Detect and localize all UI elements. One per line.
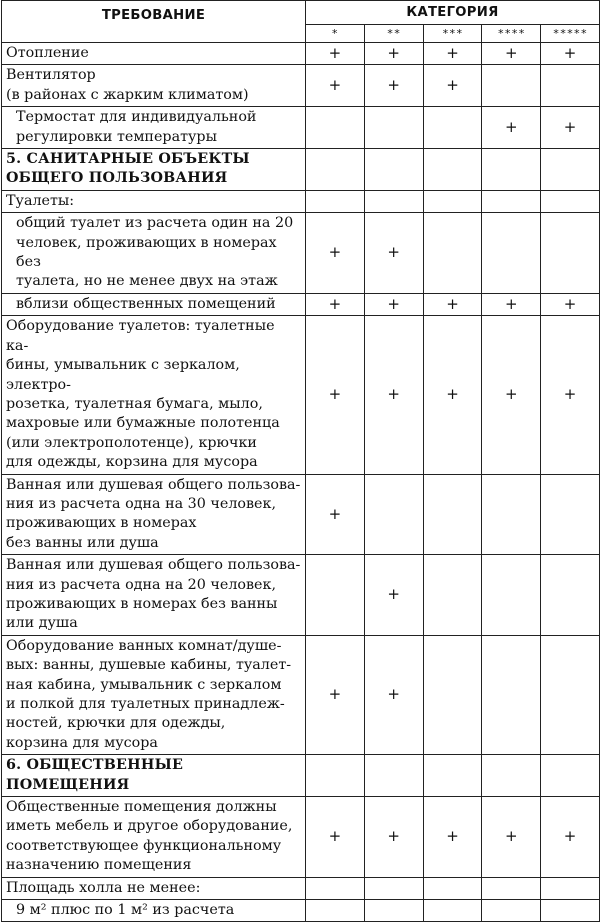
requirement-line: проживающих в номерах — [6, 515, 197, 532]
table-row — [2, 65, 600, 107]
table-row — [2, 316, 600, 474]
requirement-line: назначению помещения — [6, 857, 192, 874]
requirement-line: 6. ОБЩЕСТВЕННЫЕ ПОМЕЩЕНИЯ — [6, 757, 184, 793]
category-4-star: **** — [482, 25, 541, 43]
category-5-star: ***** — [541, 25, 600, 43]
category-2-mark — [364, 900, 423, 922]
category-3-mark: + — [423, 316, 482, 474]
category-4-mark: + — [482, 293, 541, 315]
requirement-line: туалета, но не менее двух на этаж — [16, 273, 278, 290]
table-row — [2, 190, 600, 212]
table-row — [2, 900, 600, 922]
requirement-line: общий туалет из расчета один на 20 — [16, 215, 294, 232]
table-row — [2, 107, 600, 149]
category-1-mark — [306, 107, 365, 149]
requirement-line: ния из расчета одна на 20 человек, — [6, 576, 277, 593]
section-row — [2, 149, 600, 191]
category-5-mark — [541, 877, 600, 899]
requirement-line: вблизи общественных помещений — [16, 295, 276, 312]
requirement-line: Отопление — [6, 45, 89, 61]
requirement-line: Туалеты: — [6, 192, 75, 209]
requirement-line: Термостат для индивидуальной — [16, 109, 257, 126]
requirement-line: 5. САНИТАРНЫЕ ОБЪЕКТЫ — [6, 151, 250, 168]
requirement-line: для одежды, корзина для мусора — [6, 454, 258, 471]
requirement-cell — [2, 877, 306, 899]
category-1-mark: + — [306, 213, 365, 294]
category-4-mark — [482, 65, 541, 107]
category-1-mark — [306, 190, 365, 212]
category-1-mark: + — [306, 316, 365, 474]
category-5-mark — [541, 149, 600, 191]
category-2-mark — [364, 474, 423, 555]
category-4-mark — [482, 635, 541, 754]
category-4-mark: + — [482, 797, 541, 878]
category-4-mark — [482, 555, 541, 636]
category-5-mark — [541, 213, 600, 294]
category-4-mark: + — [482, 316, 541, 474]
category-3-mark: + — [423, 293, 482, 315]
category-1-mark: + — [306, 797, 365, 878]
category-2-mark: + — [364, 293, 423, 315]
category-3-mark: + — [423, 65, 482, 107]
requirement-header: ТРЕБОВАНИЕ — [2, 1, 306, 43]
requirement-line: розетка, туалетная бумага, мыло, — [6, 395, 263, 412]
requirement-line: регулировки температуры — [16, 128, 217, 145]
requirement-line: Ванная или душевая общего пользова- — [6, 557, 301, 574]
table-row — [2, 43, 600, 65]
requirement-line: 9 м² плюс по 1 м² из расчета — [16, 902, 235, 919]
category-3-mark: + — [423, 43, 482, 65]
requirement-line: ния из расчета одна на 30 человек, — [6, 495, 277, 512]
category-4-mark — [482, 474, 541, 555]
category-5-mark: + — [541, 316, 600, 474]
requirement-line: бины, умывальник с зеркалом, электро- — [6, 357, 240, 393]
requirement-cell — [2, 900, 306, 922]
requirement-line: ОБЩЕГО ПОЛЬЗОВАНИЯ — [6, 170, 228, 187]
category-5-mark — [541, 474, 600, 555]
category-5-mark — [541, 755, 600, 797]
category-2-mark: + — [364, 316, 423, 474]
category-2-mark: + — [364, 555, 423, 636]
category-1-mark: + — [306, 65, 365, 107]
category-3-mark — [423, 107, 482, 149]
category-1-mark: + — [306, 43, 365, 65]
category-3-mark — [423, 474, 482, 555]
category-5-mark: + — [541, 107, 600, 149]
category-3-star: *** — [423, 25, 482, 43]
requirement-line: вых: ванны, душевые кабины, туалет- — [6, 657, 292, 674]
category-2-mark: + — [364, 213, 423, 294]
requirement-line: Оборудование туалетов: туалетные ка- — [6, 318, 275, 354]
requirement-line: ностей, крючки для одежды, — [6, 715, 226, 732]
requirement-line: соответствующее функциональному — [6, 837, 282, 854]
section-title — [2, 149, 306, 191]
category-4-mark: + — [482, 107, 541, 149]
category-3-mark — [423, 149, 482, 191]
requirement-cell — [2, 293, 306, 315]
category-1-mark — [306, 900, 365, 922]
requirement-line: (в районах с жарким климатом) — [6, 86, 249, 103]
category-4-mark: + — [482, 43, 541, 65]
category-3-mark — [423, 755, 482, 797]
section-title — [2, 755, 306, 797]
table-row — [2, 797, 600, 878]
category-2-star: ** — [364, 25, 423, 43]
category-1-mark: + — [306, 635, 365, 754]
requirement-cell — [2, 555, 306, 636]
requirement-line: без ванны или душа — [6, 534, 159, 551]
category-3-mark — [423, 635, 482, 754]
requirement-cell — [2, 107, 306, 149]
category-4-mark — [482, 190, 541, 212]
category-1-mark — [306, 755, 365, 797]
category-header: КАТЕГОРИЯ — [306, 1, 600, 25]
requirement-cell — [2, 65, 306, 107]
category-5-mark — [541, 65, 600, 107]
category-4-mark — [482, 900, 541, 922]
category-2-mark: + — [364, 65, 423, 107]
category-4-mark — [482, 149, 541, 191]
table-row — [2, 635, 600, 754]
table-row — [2, 877, 600, 899]
requirement-line: (или электрополотенце), крючки — [6, 434, 257, 451]
table-row — [2, 293, 600, 315]
category-4-mark — [482, 877, 541, 899]
category-5-mark: + — [541, 797, 600, 878]
category-1-mark: + — [306, 293, 365, 315]
category-3-mark — [423, 190, 482, 212]
category-1-mark: + — [306, 474, 365, 555]
category-2-mark — [364, 755, 423, 797]
requirement-line: иметь мебель и другое оборудование, — [6, 818, 293, 835]
category-2-mark: + — [364, 635, 423, 754]
requirement-line: ная кабина, умывальник с зеркалом — [6, 676, 282, 693]
category-1-mark — [306, 555, 365, 636]
requirement-line: и полкой для туалетных принадлеж- — [6, 696, 285, 712]
requirement-line: корзина для мусора — [6, 734, 158, 751]
category-3-mark — [423, 213, 482, 294]
category-3-mark — [423, 555, 482, 636]
category-5-mark — [541, 190, 600, 212]
category-2-mark: + — [364, 43, 423, 65]
requirement-cell — [2, 316, 306, 474]
category-4-mark — [482, 213, 541, 294]
table-row — [2, 474, 600, 555]
category-5-mark — [541, 635, 600, 754]
category-2-mark — [364, 190, 423, 212]
requirement-cell — [2, 635, 306, 754]
category-4-mark — [482, 755, 541, 797]
requirement-cell — [2, 474, 306, 555]
category-5-mark: + — [541, 293, 600, 315]
requirement-line: махровые или бумажные полотенца — [6, 415, 280, 432]
requirement-cell — [2, 43, 306, 65]
section-row — [2, 755, 600, 797]
category-5-mark — [541, 900, 600, 922]
category-5-mark — [541, 555, 600, 636]
category-2-mark: + — [364, 797, 423, 878]
category-1-star: * — [306, 25, 365, 43]
requirement-line: Ванная или душевая общего пользова- — [6, 476, 301, 493]
requirement-cell — [2, 213, 306, 294]
requirement-cell — [2, 797, 306, 878]
requirement-line: или душа — [6, 615, 78, 632]
requirement-line: Вентилятор — [6, 67, 96, 84]
category-1-mark — [306, 149, 365, 191]
requirements-table — [1, 0, 600, 922]
category-1-mark — [306, 877, 365, 899]
category-3-mark — [423, 877, 482, 899]
category-2-mark — [364, 149, 423, 191]
category-2-mark — [364, 877, 423, 899]
table-row — [2, 555, 600, 636]
requirement-cell — [2, 190, 306, 212]
category-5-mark: + — [541, 43, 600, 65]
category-3-mark: + — [423, 797, 482, 878]
requirement-line: Площадь холла не менее: — [6, 879, 201, 896]
table-row — [2, 213, 600, 294]
requirement-line: проживающих в номерах без ванны — [6, 595, 278, 612]
requirement-line: человек, проживающих в номерах без — [16, 234, 277, 271]
requirement-line: Оборудование ванных комнат/душе- — [6, 637, 282, 654]
category-2-mark — [364, 107, 423, 149]
category-3-mark — [423, 900, 482, 922]
requirement-line: Общественные помещения должны — [6, 799, 277, 816]
